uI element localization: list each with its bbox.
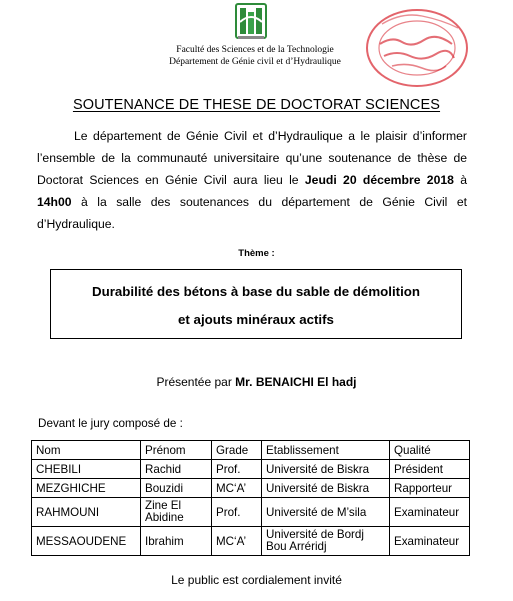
cell-qualite: Examinateur <box>390 498 470 527</box>
page-title-text: SOUTENANCE DE THESE DE DOCTORAT SCIENCES <box>72 97 441 113</box>
candidate-name: Mr. BENAICHI El hadj <box>235 375 357 389</box>
table-row <box>32 479 470 498</box>
presented-by <box>0 375 513 389</box>
cell-qualite: Examinateur <box>390 527 470 556</box>
faculty-header <box>150 44 360 68</box>
department-name: Département de Génie civil et d’Hydraulique <box>169 57 341 67</box>
table-row <box>32 527 470 556</box>
announcement-part2: à <box>453 173 467 187</box>
jury-table <box>31 440 470 556</box>
theme-label: Thème : <box>238 248 275 259</box>
table-row <box>32 460 470 479</box>
theme-box <box>50 269 462 339</box>
cell-nom: MESSAOUDENE <box>32 527 141 556</box>
cell-nom: RAHMOUNI <box>32 498 141 527</box>
cell-etablissement: Université de Bordj Bou Arréridj <box>262 527 390 556</box>
page-title <box>0 97 513 113</box>
faculty-name: Faculté des Sciences et de la Technologie <box>176 45 334 55</box>
announcement-time: 14h00 <box>37 195 72 209</box>
announcement-date: Jeudi 20 décembre 2018 <box>304 173 454 187</box>
announcement-part1: Le département de Génie Civil et d’Hydraulique a le plaisir d’informer l’ensemble de la communauté universitaire qu’une soutenance de thèse de Doctorat Sciences en Génie Civil aura lieu le <box>37 129 467 187</box>
cell-grade: Prof. <box>212 460 262 479</box>
announcement-part3: à la salle des soutenances du département de Génie Civil et d’Hydraulique. <box>37 195 467 231</box>
cell-prenom: Zine El Abidine <box>141 498 212 527</box>
cell-grade: Prof. <box>212 498 262 527</box>
theme-line-1: Durabilité des bétons à base du sable de démolition <box>91 284 421 299</box>
table-row <box>32 498 470 527</box>
presented-prefix: Présentée par <box>156 375 236 389</box>
cell-nom: CHEBILI <box>32 460 141 479</box>
cell-nom: MEZGHICHE <box>32 479 141 498</box>
cell-prenom: Bouzidi <box>141 479 212 498</box>
cell-etablissement: Université de M’sila <box>262 498 390 527</box>
closing-invitation: Le public est cordialement invité <box>171 573 342 587</box>
cell-prenom: Rachid <box>141 460 212 479</box>
cell-qualite: Rapporteur <box>390 479 470 498</box>
header-grade: Grade <box>212 441 262 460</box>
university-logo <box>233 2 269 42</box>
official-stamp <box>362 6 472 90</box>
cell-qualite: Président <box>390 460 470 479</box>
cell-prenom: Ibrahim <box>141 527 212 556</box>
header-etablissement: Etablissement <box>262 441 390 460</box>
cell-grade: MC‘A’ <box>212 527 262 556</box>
jury-header-row <box>32 441 470 460</box>
header-prenom: Prénom <box>141 441 212 460</box>
theme-line-2: et ajouts minéraux actifs <box>178 312 334 327</box>
header-nom: Nom <box>32 441 141 460</box>
header-qualite: Qualité <box>390 441 470 460</box>
cell-grade: MC‘A’ <box>212 479 262 498</box>
cell-etablissement: Université de Biskra <box>262 460 390 479</box>
jury-intro: Devant le jury composé de : <box>38 417 183 430</box>
announcement-paragraph <box>37 125 467 235</box>
cell-etablissement: Université de Biskra <box>262 479 390 498</box>
